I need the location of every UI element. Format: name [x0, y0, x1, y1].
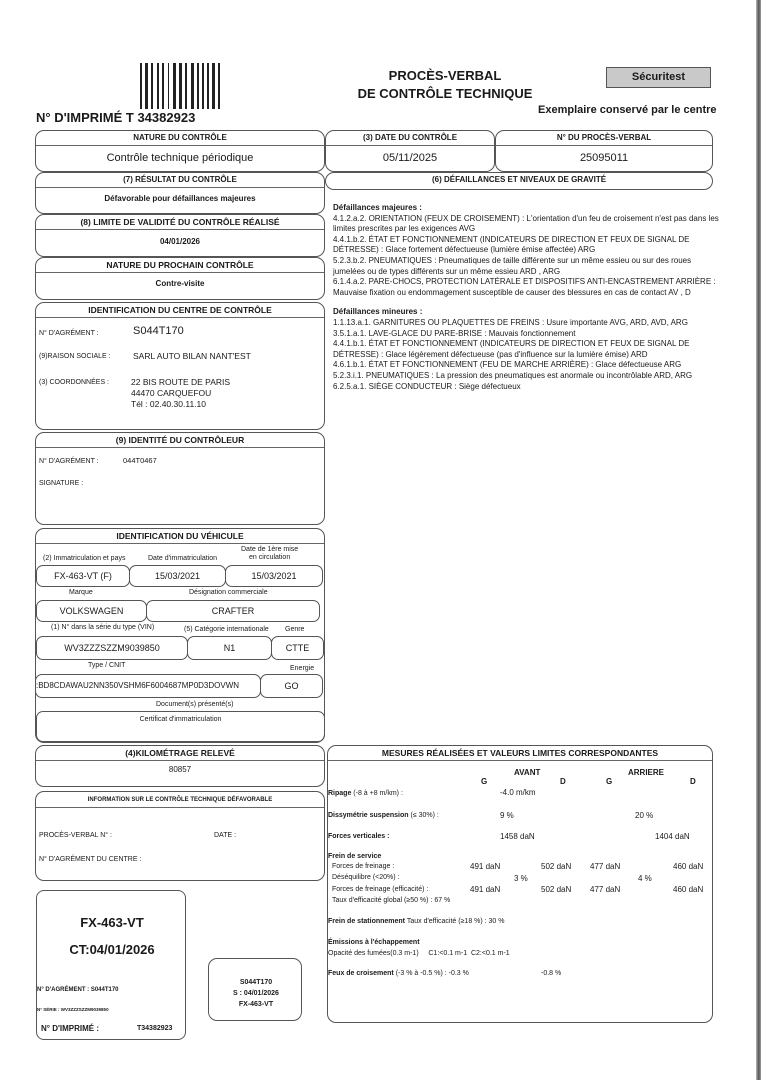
forces-eff-ard: 460 daN: [673, 885, 704, 894]
genre-value: CTTE: [271, 636, 324, 660]
resultat-box: [35, 172, 325, 214]
majeures-title: Défaillances majeures :: [333, 203, 422, 212]
forces-eff-avd: 502 daN: [541, 885, 572, 894]
document-title: [340, 67, 550, 103]
forces-verticales-avant: 1458 daN: [500, 832, 535, 841]
address-line-2: 44470 CARQUEFOU: [131, 388, 212, 398]
sticker-line-1: S044T170: [239, 979, 273, 986]
kilometrage-header: (4)KILOMÉTRAGE RELEVÉ: [36, 746, 324, 761]
vin-value: WV3ZZZSZZM9039850: [36, 636, 188, 660]
controleur-box: [35, 432, 325, 525]
vin-label: (1) N° dans la série du type (VIN): [51, 624, 155, 631]
mesures-header: MESURES RÉALISÉES ET VALEURS LIMITES CORRESPONDANTES: [328, 746, 712, 761]
coordonnees-value: [131, 377, 230, 410]
forces-freinage-avd: 502 daN: [541, 862, 572, 871]
arriere-g: G: [606, 777, 613, 786]
desequilibre-arriere: 4 %: [638, 874, 652, 883]
mesures-box: [327, 745, 713, 1023]
forces-freinage-arg: 477 daN: [590, 862, 621, 871]
date-label: DATE :: [214, 832, 237, 839]
frein-stationnement-row: Frein de stationnement Taux d'efficacité (≥18 %) : 30 %: [328, 918, 505, 925]
controleur-header: (9) IDENTITÉ DU CONTRÔLEUR: [36, 433, 324, 448]
centre-header: IDENTIFICATION DU CENTRE DE CONTRÔLE: [36, 303, 324, 318]
genre-label: Genre: [285, 626, 305, 633]
nature-controle-box: [35, 130, 325, 172]
centre-agrement-label: N° D'AGRÉMENT :: [39, 330, 99, 337]
vehicule-box: [35, 528, 325, 743]
sticker-box: [208, 958, 302, 1021]
defaillance-majeure: 4.1.2.a.2. ORIENTATION (FEUX DE CROISEMENT) : L'orientation d'un feu de croisement n'est pas dans les limites prescrites par les exigences AVG: [333, 213, 719, 234]
resultat-value: Défavorable pour défaillances majeures: [104, 194, 256, 203]
pv-numero-label: PROCÈS-VERBAL N° :: [39, 832, 112, 839]
limite-validite-value: 04/01/2026: [159, 237, 201, 246]
immat-label: (2) Immatriculation et pays: [43, 555, 126, 562]
vignette-agrement: N° D'AGRÉMENT : S044T170: [37, 987, 119, 993]
prochain-controle-header: NATURE DU PROCHAIN CONTRÔLE: [36, 258, 324, 273]
forces-freinage-label: Forces de freinage :: [332, 863, 395, 870]
vignette-imprime-label: N° D'IMPRIMÉ :: [41, 1024, 99, 1033]
title-line-2: DE CONTRÔLE TECHNIQUE: [357, 86, 533, 101]
ripage-row: Ripage (-8 à +8 m/km) :: [328, 790, 403, 797]
raison-sociale-label: (9)RAISON SOCIALE :: [39, 353, 111, 360]
defaillance-mineure: 3.5.1.a.1. LAVE-GLACE DU PARE-BRISE : Mauvais fonctionnement: [333, 328, 576, 338]
defaillance-mineure: 4.4.1.b.1. ÉTAT ET FONCTIONNEMENT (INDICATEURS DE DIRECTION ET FEUX DE SIGNAL DE DÉTRESSE) : Glace légèrement défectueuse (pas d'influence sur la lumière émise) ARD: [333, 339, 690, 359]
mineures-title: Défaillances mineures :: [333, 307, 423, 317]
energie-label: Energie: [290, 665, 315, 672]
defaillance-mineure: 5.2.3.i.1. PNEUMATIQUES : La pression des pneumatiques est anormale ou incontrôlable ARD, ARG: [333, 370, 693, 380]
defaillances-header: (6) DÉFAILLANCES ET NIVEAUX DE GRAVITÉ: [431, 175, 607, 184]
vignette-serie: N° SÉRIE : WV3ZZZSZZM9039850: [37, 1007, 109, 1012]
marque-value: VOLKSWAGEN: [36, 600, 147, 622]
feux-croisement-value-2: -0.8 %: [541, 970, 562, 977]
title-line-1: PROCÈS-VERBAL: [388, 68, 502, 83]
agrement-centre-label: N° D'AGRÉMENT DU CENTRE :: [39, 856, 142, 863]
centre-box: [35, 302, 325, 430]
resultat-header: (7) RÉSULTAT DU CONTRÔLE: [36, 173, 324, 188]
date-immat-value: 15/03/2021: [129, 565, 226, 587]
brand-badge: Sécuritest: [606, 67, 711, 88]
defaillance-mineure: 6.2.5.a.1. SIÈGE CONDUCTEUR : Siège défectueux: [333, 381, 521, 391]
kilometrage-value: 80857: [168, 765, 192, 774]
imprime-number: N° D'IMPRIMÉ T 34382923: [36, 110, 196, 125]
forces-eff-avg: 491 daN: [470, 885, 501, 894]
info-defavorable-box: [35, 791, 325, 881]
desequilibre-avant: 3 %: [514, 874, 528, 883]
sticker-text: [209, 977, 303, 1010]
type-cnit-value: :BD8CDAWAU2NN350VSHM6F6004687MP0D3DOVWN: [35, 674, 261, 698]
vignette-immat: FX-463-VT: [80, 915, 144, 930]
immat-value: FX-463-VT (F): [36, 565, 130, 587]
vignette-ct: CT:04/01/2026: [69, 942, 155, 957]
dissym-arriere: 20 %: [635, 811, 654, 820]
defaillance-majeure: 6.1.4.a.2. PARE-CHOCS, PROTECTION LATÉRALE ET DISPOSITIFS ANTI-ENCASTREMENT ARRIÈRE : Mauvaise fixation ou endommagement susceptible de causer des blessures en cas de contact AV , D: [333, 277, 716, 297]
date-controle-header: (3) DATE DU CONTRÔLE: [326, 131, 494, 146]
forces-efficacite-label: Forces de freinage (efficacité) :: [332, 886, 429, 893]
controleur-agrement-value: 044T0467: [123, 456, 157, 465]
sticker-line-2: S : 04/01/2026: [233, 990, 279, 997]
defaillance-mineure: 4.6.1.b.1. ÉTAT ET FONCTIONNEMENT (FEU DE MARCHE ARRIÈRE) : Glace défectueuse ARG: [333, 360, 682, 370]
exemplaire-note: Exemplaire conservé par le centre: [538, 104, 717, 116]
taux-global: Taux d'efficacité global (≥50 %) : 67 %: [332, 897, 451, 904]
forces-eff-arg: 477 daN: [590, 885, 621, 894]
prochain-controle-value: Contre-visite: [155, 279, 205, 288]
signature-label: SIGNATURE :: [39, 480, 84, 487]
address-line-1: 22 BIS ROUTE DE PARIS: [131, 377, 231, 387]
premiere-mise-value: 15/03/2021: [225, 565, 323, 587]
forces-verticales-label: Forces verticales :: [328, 833, 390, 840]
dissym-row: Dissymétrie suspension (≤ 30%) :: [328, 812, 439, 819]
barcode: [140, 63, 220, 109]
kilometrage-box: [35, 745, 325, 787]
documents-value: Certificat d'immatriculation: [36, 711, 325, 742]
nature-controle-header: NATURE DU CONTRÔLE: [36, 131, 324, 146]
frein-service-label: Frein de service: [328, 853, 382, 860]
opacite-row: Opacité des fumées(0.3 m-1) C1:<0.1 m-1 C2:<0.1 m-1: [328, 950, 510, 957]
phone: Tél : 02.40.30.11.10: [131, 399, 206, 409]
forces-freinage-avg: 491 daN: [470, 862, 501, 871]
sticker-line-3: FX-463-VT: [238, 1001, 274, 1008]
ripage-value: -4.0 m/km: [500, 788, 536, 797]
categorie-label: (5) Catégorie internationale: [184, 626, 269, 633]
type-cnit-label: Type / CNIT: [88, 662, 126, 669]
emissions-label: Émissions à l'échappement: [328, 939, 420, 946]
coordonnees-label: (3) COORDONNÉES :: [39, 379, 110, 386]
avant-d: D: [560, 777, 566, 786]
defaillance-mineure: 1.1.13.a.1. GARNITURES OU PLAQUETTES DE FREINS : Usure importante AVG, ARD, AVD, ARG: [333, 317, 688, 327]
arriere-label: ARRIERE: [628, 768, 665, 777]
pv-numero-header: N° DU PROCÈS-VERBAL: [496, 131, 712, 146]
limite-validite-box: [35, 214, 325, 257]
forces-freinage-ard: 460 daN: [673, 862, 704, 871]
energie-value: GO: [260, 674, 323, 698]
arriere-d: D: [690, 777, 696, 786]
defaillances-header-box: [325, 172, 713, 190]
raison-sociale-value: SARL AUTO BILAN NANT'EST: [133, 351, 251, 361]
designation-value: CRAFTER: [146, 600, 320, 622]
date-controle-box: [325, 130, 495, 172]
vignette-box: [36, 890, 186, 1040]
date-immat-label: Date d'immatriculation: [148, 555, 218, 562]
marque-label: Marque: [69, 589, 93, 596]
pv-numero-box: [495, 130, 713, 172]
avant-label: AVANT: [514, 768, 541, 777]
dissym-avant: 9 %: [500, 811, 514, 820]
defaillance-majeure: 5.2.3.b.2. PNEUMATIQUES : Pneumatiques de taille différente sur un même essieu ou sur des roues jumelées ou de types différents sur un même essieu ARD , ARG: [333, 255, 692, 276]
limite-validite-header: (8) LIMITE DE VALIDITÉ DU CONTRÔLE RÉALISÉ: [36, 215, 324, 230]
categorie-value: N1: [187, 636, 272, 660]
vignette-imprime-value: T34382923: [137, 1025, 173, 1032]
documents-label: Document(s) présenté(s): [156, 701, 234, 708]
designation-label: Désignation commerciale: [189, 589, 268, 596]
scan-edge: [756, 0, 761, 1080]
prochain-controle-box: [35, 257, 325, 300]
defaillances-list: [333, 203, 723, 392]
forces-verticales-arriere: 1404 daN: [655, 832, 690, 841]
controleur-agrement-label: N° D'AGRÉMENT :: [39, 458, 99, 465]
info-defavorable-header: INFORMATION SUR LE CONTRÔLE TECHNIQUE DÉFAVORABLE: [36, 792, 324, 808]
defaillance-majeure: 4.4.1.b.2. ÉTAT ET FONCTIONNEMENT (INDICATEURS DE DIRECTION ET FEUX DE SIGNAL DE DÉTRESSE) : Glace fortement défectueuse (lumière émise affectée) ARG: [333, 234, 690, 255]
avant-g: G: [481, 777, 488, 786]
feux-croisement-row: Feux de croisement (-3 % à -0.5 %) : -0.3 %: [328, 970, 469, 977]
vehicule-header: IDENTIFICATION DU VÉHICULE: [36, 529, 324, 544]
pv-numero-value: 25095011: [579, 152, 629, 164]
date-controle-value: 05/11/2025: [382, 152, 438, 164]
desequilibre-label: Déséquilibre (<20%) :: [332, 874, 400, 881]
premiere-mise-label: Date de 1ère mise en circulation: [241, 546, 299, 561]
nature-controle-value: Contrôle technique périodique: [106, 152, 254, 164]
centre-agrement-value: S044T170: [133, 325, 184, 337]
